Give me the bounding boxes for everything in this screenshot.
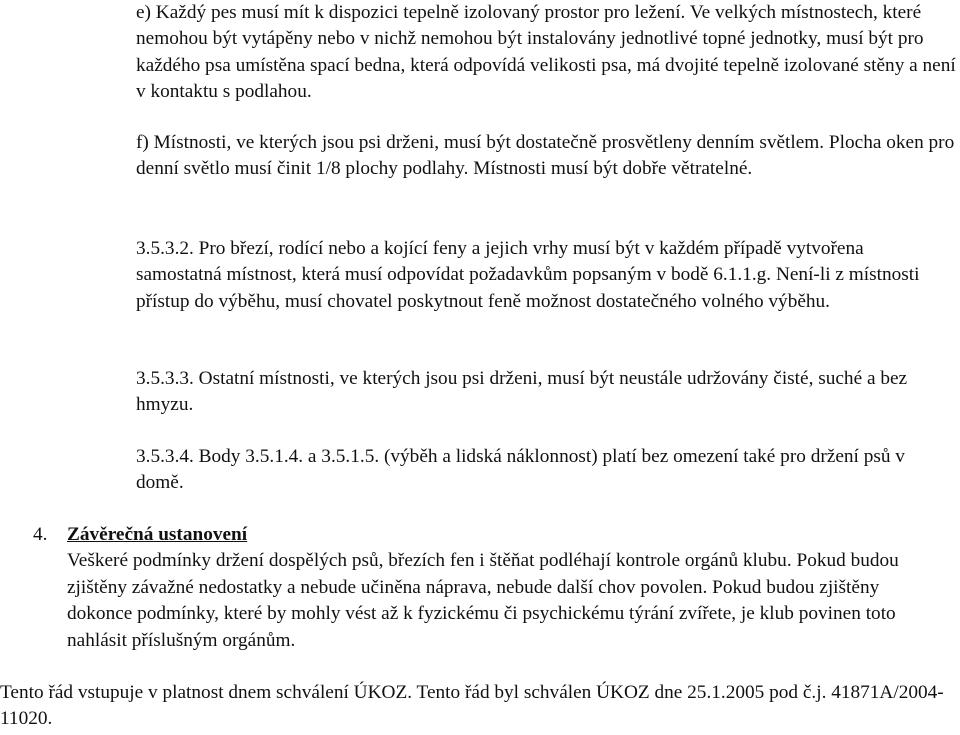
section-body: Veškeré podmínky držení dospělých psů, březích fen i štěňat podléhají kontrole orgánů klubu. Pokud budou zjištěny závažné nedostatky a nebude učiněna náprava, nebude další chov povolen. Pokud budou zjištěny dokonce podmínky, které by mohly vést až k fyzickému či psychickému týrání zvířete, je klub povinen toto nahlásit příslušným orgánům. [67,550,899,651]
closing-paragraph: Tento řád vstupuje v platnost dnem schválení ÚKOZ. Tento řád byl schválen ÚKOZ dne 25.1.2005 pod č.j. 41871A/2004-11020. [0,682,944,730]
paragraph-3-5-3-2: 3.5.3.2. Pro březí, rodící nebo a kojící feny a jejich vrhy musí být v každém případě vytvořena samostatná místnost, která musí odpovídat požadavkům popsaným v bodě 6.1.1.g. Není-li z místnosti přístup do výběhu, musí chovatel poskytnout feně možnost dostatečného volného výběhu. [136,238,920,312]
paragraph-e: e) Každý pes musí mít k dispozici tepelně izolovaný prostor pro ležení. Ve velkých místnostech, které nemohou být vytápěny nebo v nichž nemohou být instalovány jednotlivé topné jednotky, musí být pro každého psa umístěna spací bedna, která odpovídá velikosti psa, má dvojité tepelně izolované stěny a není v kontaktu s podlahou. [136,2,956,103]
paragraph-3-5-3-3: 3.5.3.3. Ostatní místnosti, ve kterých jsou psi drženi, musí být neustále udržovány čisté, suché a bez hmyzu. [136,368,908,416]
section-heading: Závěrečná ustanovení [67,524,248,545]
paragraph-f: f) Místnosti, ve kterých jsou psi drženi, musí být dostatečně prosvětleny denním světlem. Plocha oken pro denní světlo musí činit 1/8 plochy podlahy. Místnosti musí být dobře větratelné. [136,132,955,180]
paragraph-3-5-3-4: 3.5.3.4. Body 3.5.1.4. a 3.5.1.5. (výběh a lidská náklonnost) platí bez omezení také pro držení psů v domě. [136,446,905,494]
section-number: 4. [33,524,48,545]
